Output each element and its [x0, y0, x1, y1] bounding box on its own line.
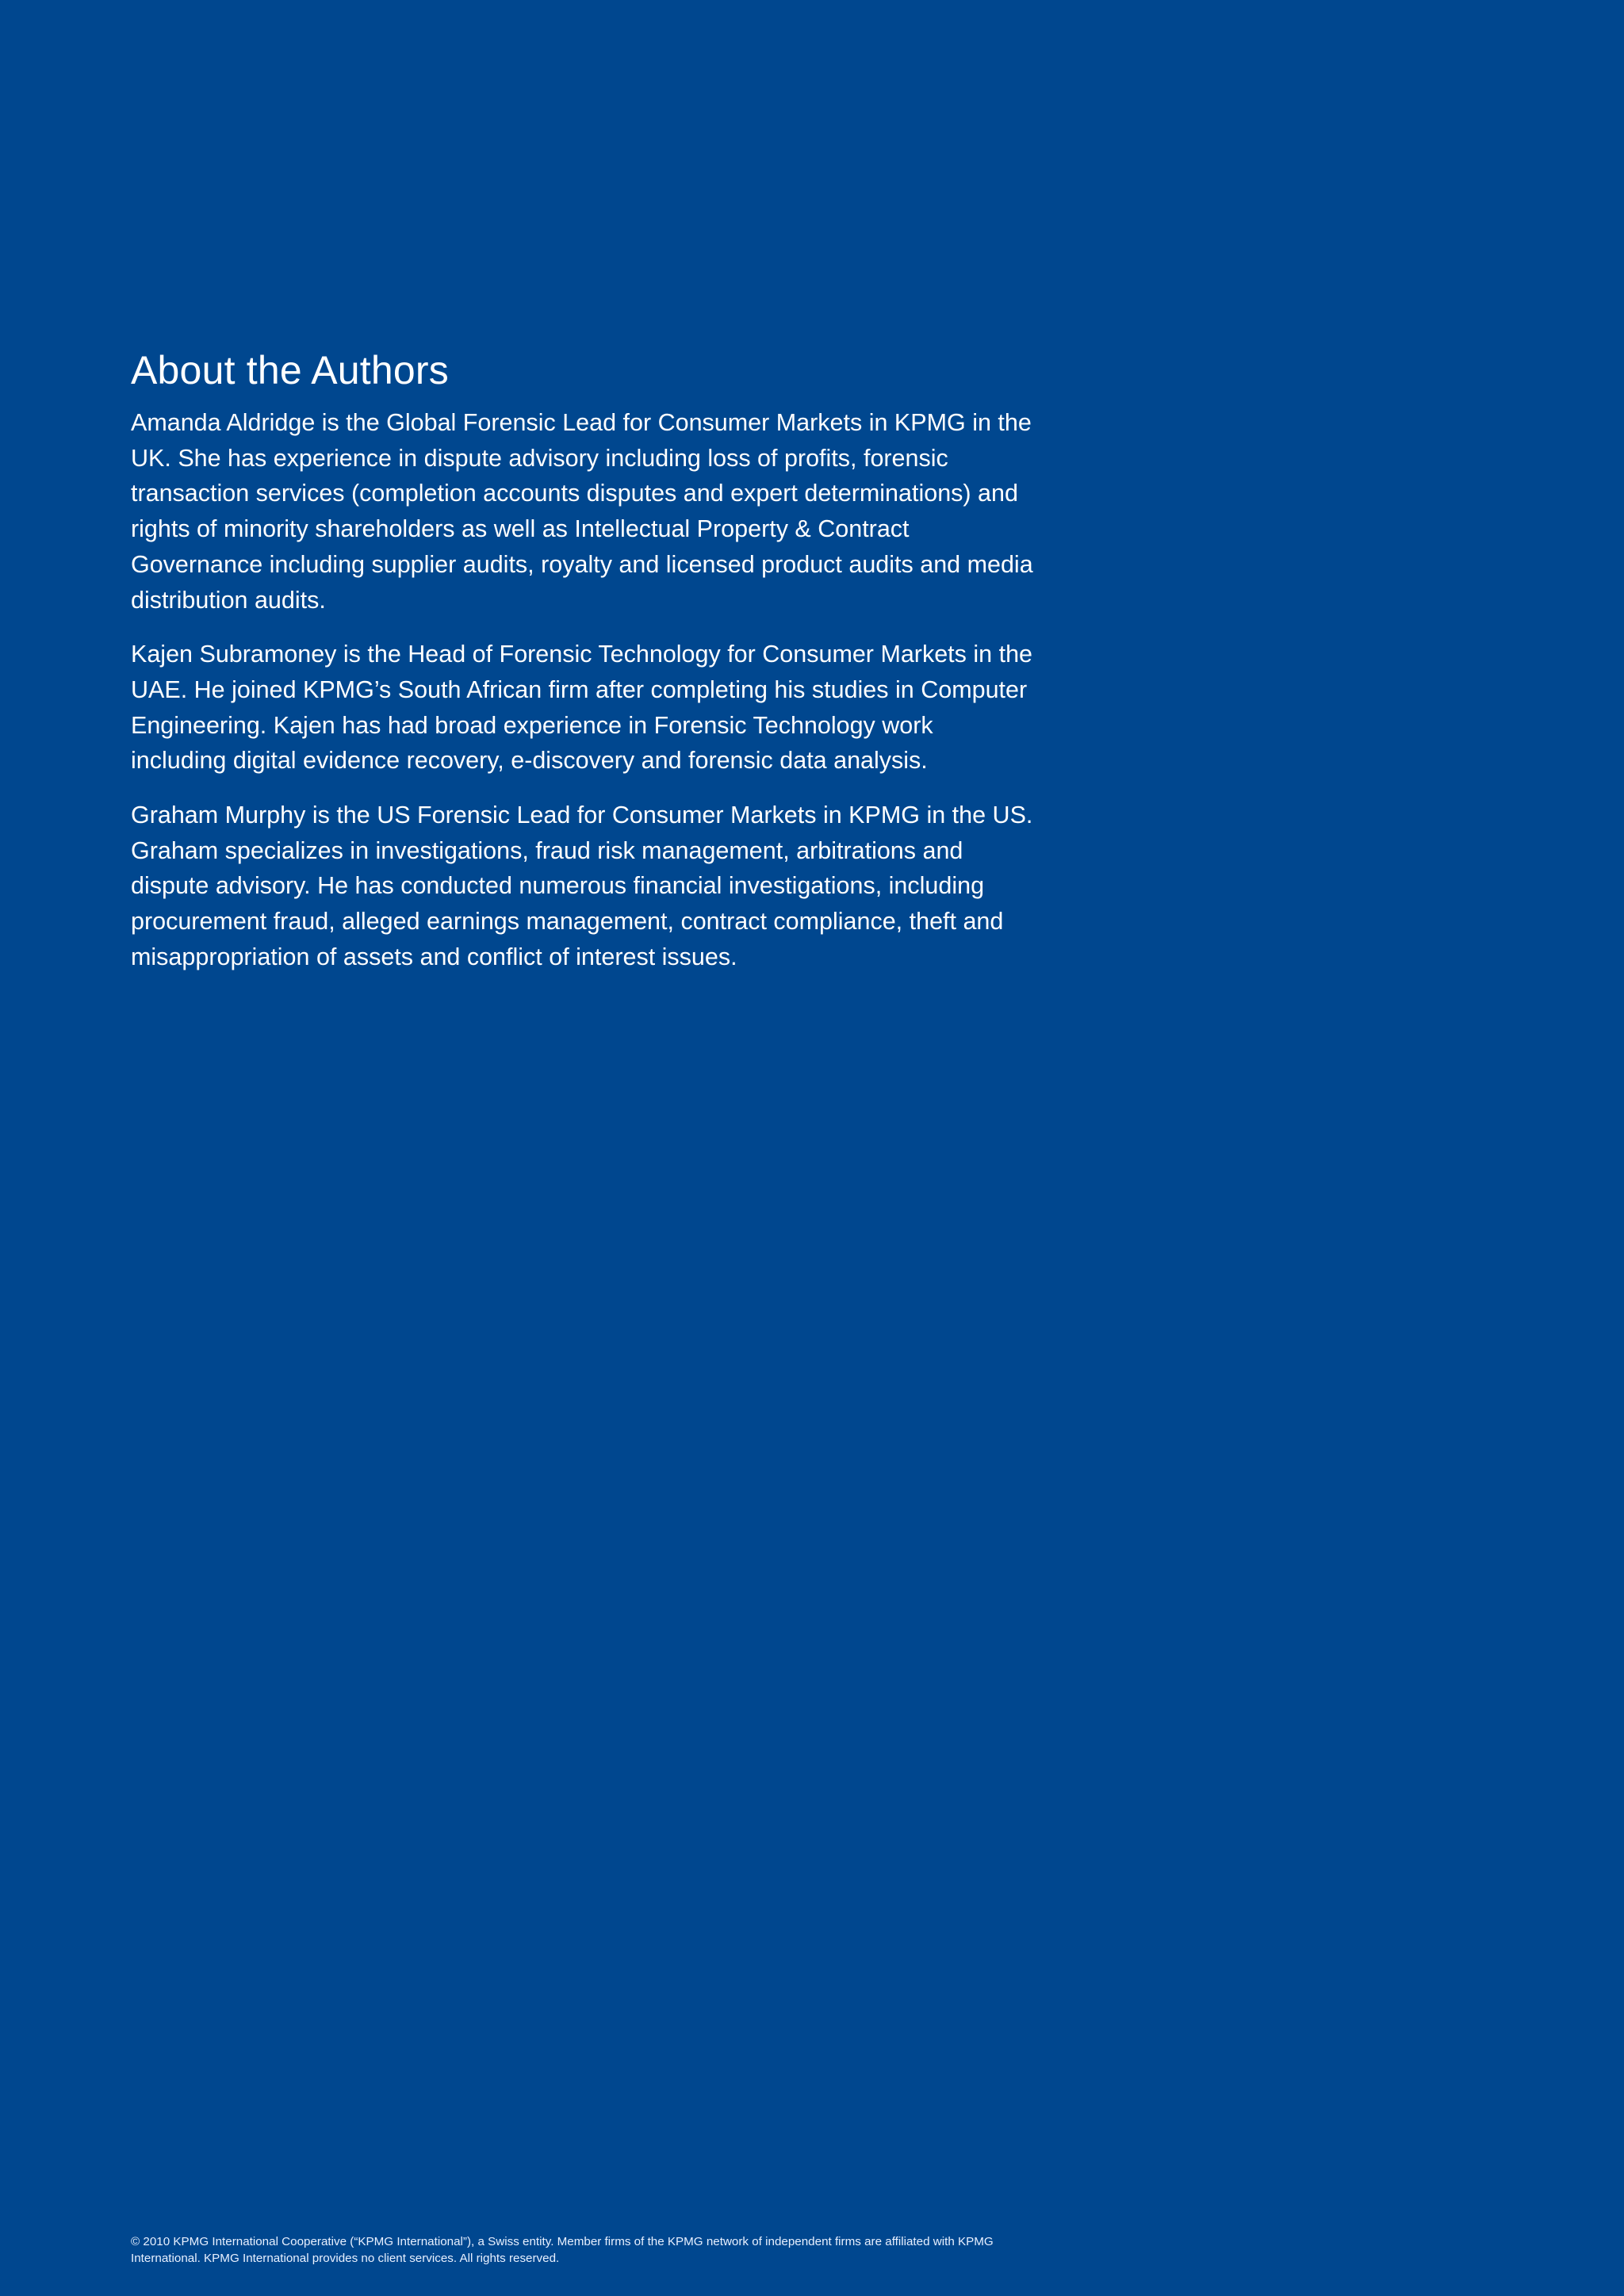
page-title: About the Authors: [131, 348, 449, 392]
about-authors-section: [131, 347, 1035, 994]
copyright-footer: © 2010 KPMG International Cooperative (“KPMG International”), a Swiss entity. Member firms of the KPMG network of independent firms are affiliated with KPMG International. KPMG International provides no client services. All rights reserved.: [131, 2235, 994, 2265]
author-bio-graham-murphy: Graham Murphy is the US Forensic Lead for Consumer Markets in KPMG in the US. Graham specializes in investigations, fraud risk management, arbitrations and dispute advisory. He has conducted numerous financial investigations, including procurement fraud, alleged earnings management, contract compliance, theft and misappropriation of assets and conflict of interest issues.: [131, 802, 1033, 970]
author-bio-amanda-aldridge: Amanda Aldridge is the Global Forensic Lead for Consumer Markets in KPMG in the UK. She has experience in dispute advisory including loss of profits, forensic transaction services (completion accounts disputes and expert determinations) and rights of minority shareholders as well as Intellectual Property & Contract Governance including supplier audits, royalty and licensed product audits and media distribution audits.: [131, 409, 1033, 614]
author-bio-kajen-subramoney: Kajen Subramoney is the Head of Forensic Technology for Consumer Markets in the UAE. He joined KPMG’s South African firm after completing his studies in Computer Engineering. Kajen has had broad experience in Forensic Technology work including digital evidence recovery, e-discovery and forensic data analysis.: [131, 641, 1032, 775]
